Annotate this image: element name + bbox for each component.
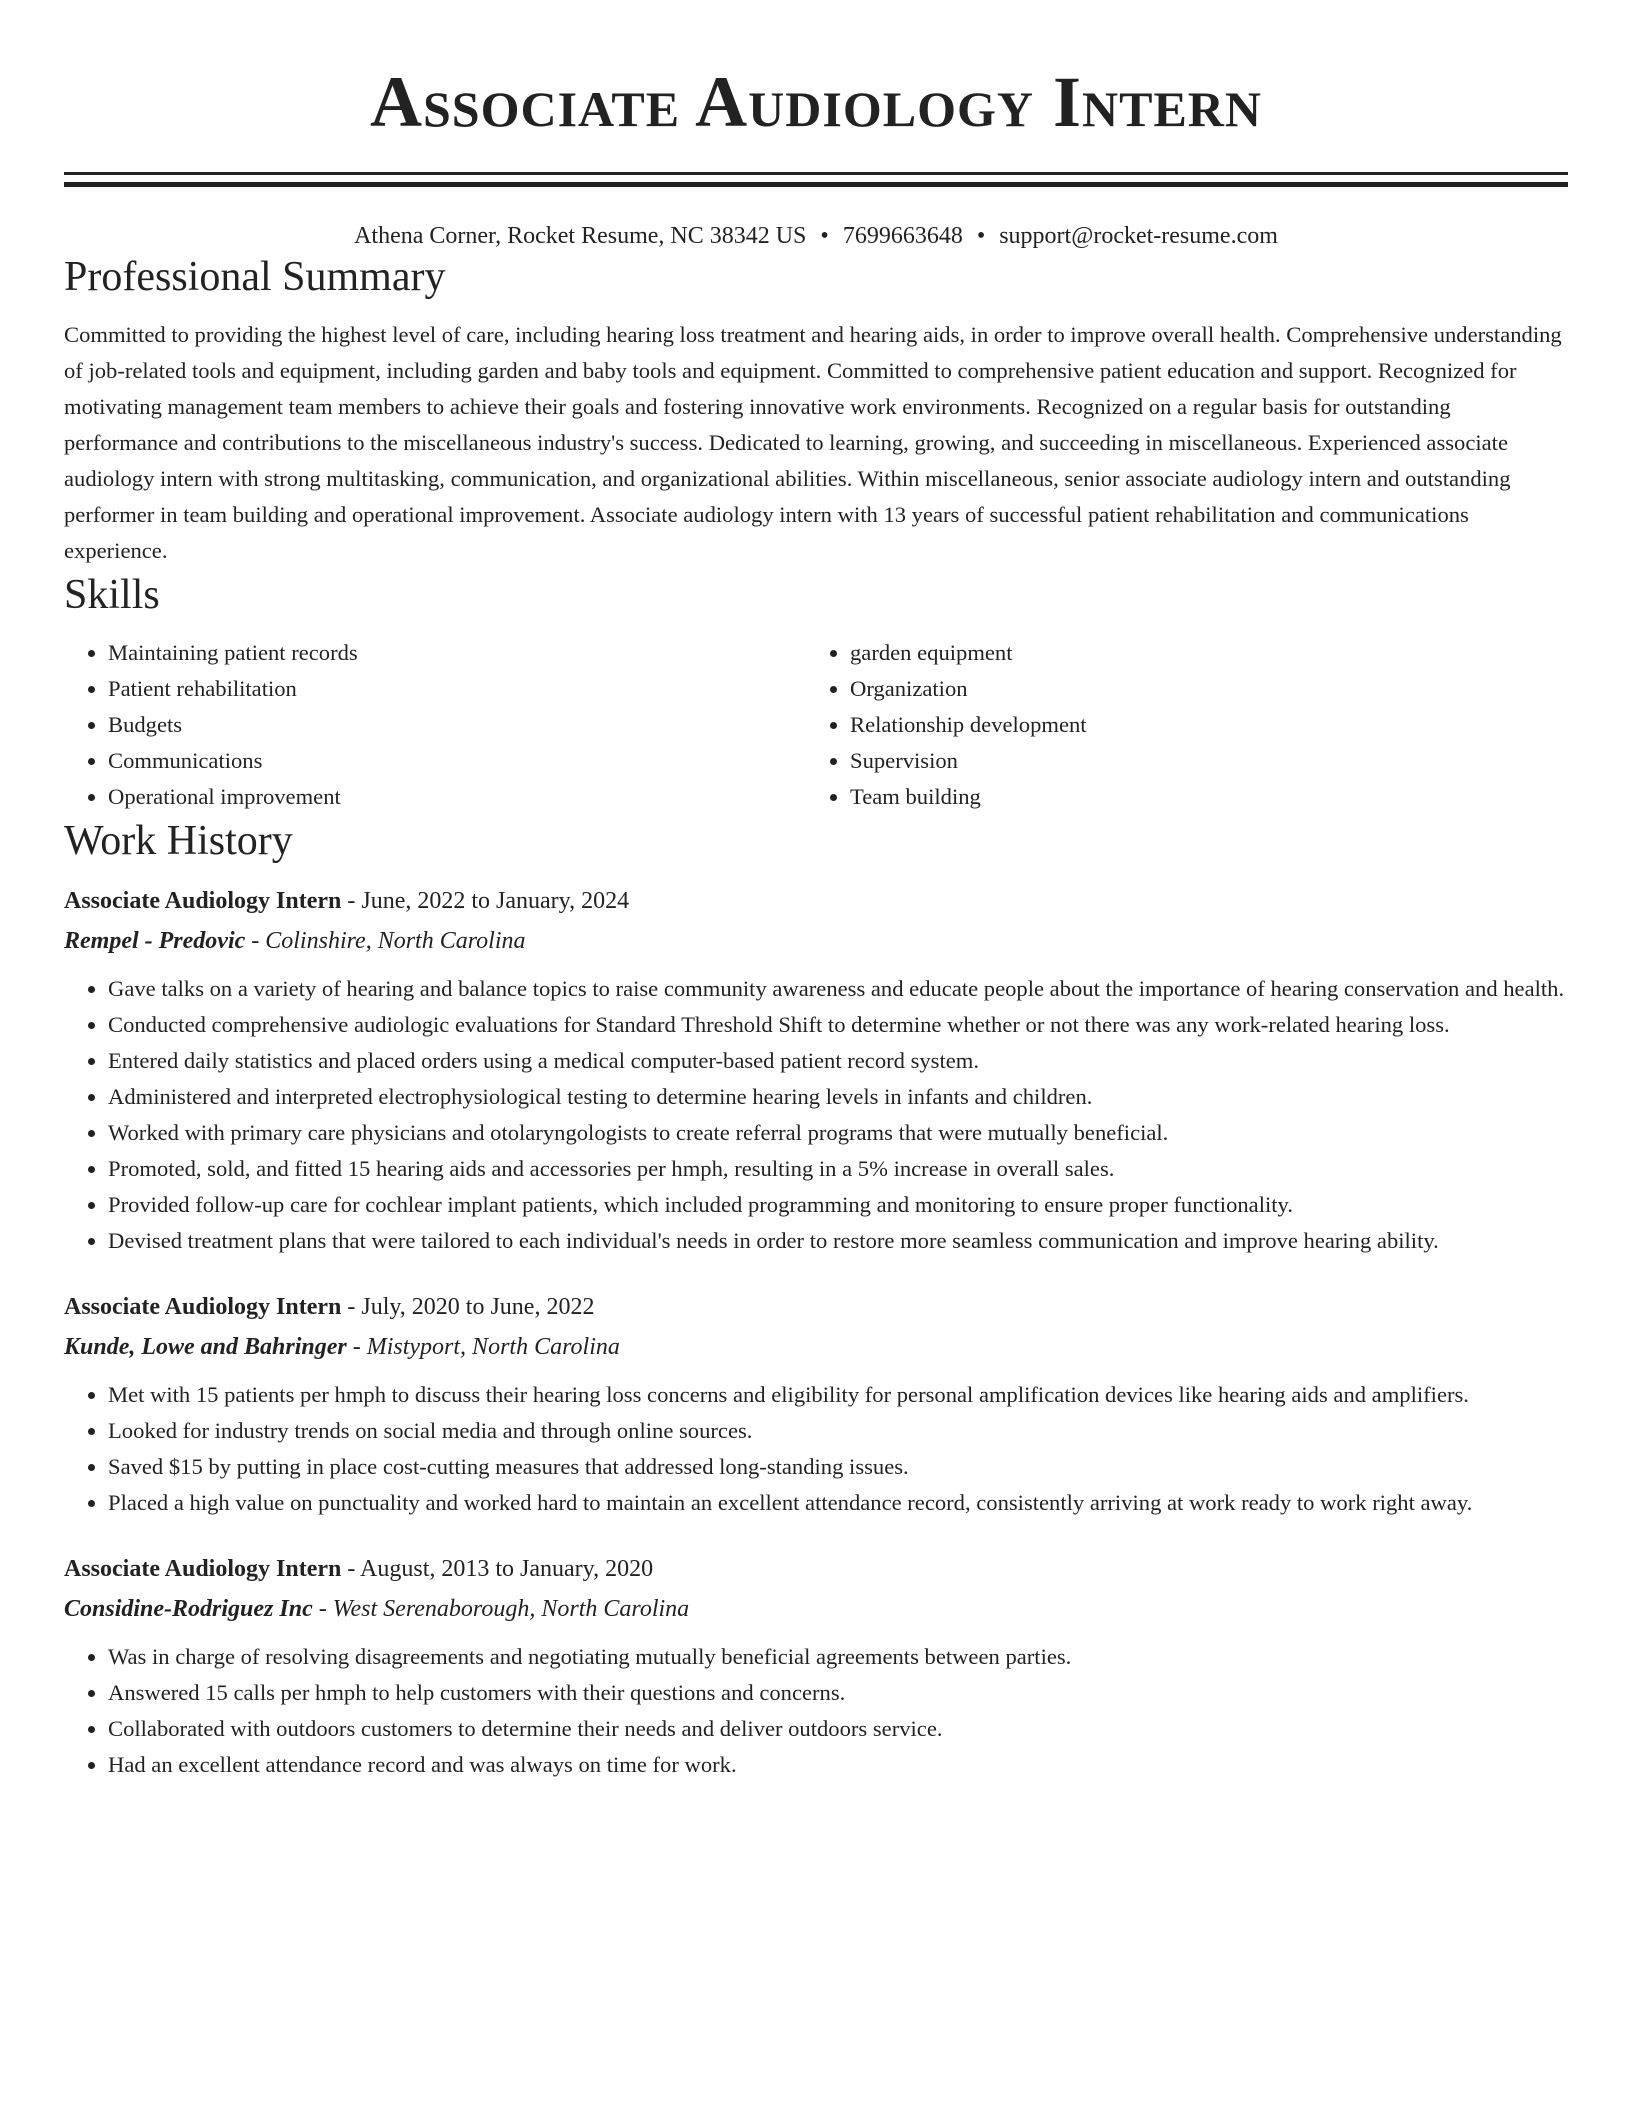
- job-title: Associate Audiology Intern: [64, 888, 342, 914]
- skill-item: • Communications: [108, 743, 806, 779]
- skill-item: • garden equipment: [850, 635, 1548, 671]
- job-bullet: • Gave talks on a variety of hearing and balance topics to raise community awareness and educate people about the importance of hearing conservation and health.: [108, 971, 1568, 1007]
- skill-item: • Maintaining patient records: [108, 635, 806, 671]
- job-bullet: • Answered 15 calls per hmph to help customers with their questions and concerns.: [108, 1675, 1568, 1711]
- job-bullet: • Had an excellent attendance record and was always on time for work.: [108, 1747, 1568, 1783]
- job-bullet: • Devised treatment plans that were tailored to each individual's needs in order to restore more seamless communication and improve hearing ability.: [108, 1223, 1568, 1259]
- job-bullet: • Placed a high value on punctuality and worked hard to maintain an excellent attendance record, consistently arriving at work ready to work right away.: [108, 1485, 1568, 1521]
- company-name: Rempel - Predovic: [64, 928, 246, 954]
- job-dates: - June, 2022 to January, 2024: [341, 888, 630, 914]
- company-location: - Colinshire, North Carolina: [245, 928, 526, 954]
- job-bullet: • Was in charge of resolving disagreements and negotiating mutually beneficial agreements between parties.: [108, 1639, 1568, 1675]
- header-divider-bottom: [64, 182, 1568, 187]
- job-title: Associate Audiology Intern: [64, 1556, 342, 1582]
- contact-phone: 7699663648: [842, 223, 963, 249]
- summary-text: Committed to providing the highest level of care, including hearing loss treatment and hearing aids, in order to improve overall health. Comprehensive understanding of job-related tools and equipment, including garden and baby tools and equipment. Committed to comprehensive patient education and support. Recognized for motivating management team members to achieve their goals and fostering innovative work environments. Recognized on a regular basis for outstanding performance and contributions to the miscellaneous industry's success. Dedicated to learning, growing, and succeeding in miscellaneous. Experienced associate audiology intern with strong multitasking, communication, and organizational abilities. Within miscellaneous, senior associate audiology intern and outstanding performer in team building and operational improvement. Associate audiology intern with 13 years of successful patient rehabilitation and communications experience.: [64, 322, 1562, 563]
- company-name: Kunde, Lowe and Bahringer: [64, 1334, 347, 1360]
- job-bullet: • Entered daily statistics and placed orders using a medical computer-based patient record system.: [108, 1043, 1568, 1079]
- job-title-line: [64, 1549, 1568, 1589]
- header-divider-top: [64, 172, 1568, 175]
- company-line: [64, 1327, 1568, 1367]
- job-title-line: [64, 881, 1568, 921]
- job-dates: - July, 2020 to June, 2022: [341, 1294, 595, 1320]
- job-bullets: [64, 1639, 1568, 1783]
- contact-email: support@rocket-resume.com: [999, 223, 1278, 249]
- job-bullet: • Promoted, sold, and fitted 15 hearing aids and accessories per hmph, resulting in a 5% increase in overall sales.: [108, 1151, 1568, 1187]
- job-bullet: • Administered and interpreted electrophysiological testing to determine hearing levels in infants and children.: [108, 1079, 1568, 1115]
- company-line: [64, 1589, 1568, 1629]
- contact-line: [64, 221, 1568, 251]
- job-dates: - August, 2013 to January, 2020: [341, 1556, 654, 1582]
- job-title: Associate Audiology Intern: [64, 1294, 342, 1320]
- skill-item: • Team building: [850, 779, 1548, 815]
- work-history-heading: Work History: [64, 818, 293, 864]
- resume-name: Associate Audiology Intern: [369, 62, 1263, 142]
- company-name: Considine-Rodriguez Inc: [64, 1596, 313, 1622]
- contact-separator: •: [976, 223, 986, 249]
- job-bullet: • Provided follow-up care for cochlear implant patients, which included programming and monitoring to ensure proper functionality.: [108, 1187, 1568, 1223]
- job-title-line: [64, 1287, 1568, 1327]
- summary-heading: Professional Summary: [64, 254, 446, 300]
- job-entry: [64, 1549, 1568, 1783]
- skills-column-right: [806, 635, 1548, 815]
- skill-item: • Operational improvement: [108, 779, 806, 815]
- skills-heading: Skills: [64, 572, 160, 618]
- skills-list: [64, 635, 1568, 815]
- company-location: - Mistyport, North Carolina: [346, 1334, 620, 1360]
- contact-address: Athena Corner, Rocket Resume, NC 38342 US: [354, 223, 807, 249]
- job-entry: [64, 881, 1568, 1259]
- skill-item: • Supervision: [850, 743, 1548, 779]
- job-bullets: [64, 971, 1568, 1259]
- job-bullet: • Saved $15 by putting in place cost-cutting measures that addressed long-standing issues.: [108, 1449, 1568, 1485]
- skill-item: • Budgets: [108, 707, 806, 743]
- company-line: [64, 921, 1568, 961]
- job-bullet: • Met with 15 patients per hmph to discuss their hearing loss concerns and eligibility for personal amplification devices like hearing aids and amplifiers.: [108, 1377, 1568, 1413]
- job-entry: [64, 1287, 1568, 1521]
- job-bullet: • Collaborated with outdoors customers to determine their needs and deliver outdoors service.: [108, 1711, 1568, 1747]
- company-location: - West Serenaborough, North Carolina: [312, 1596, 690, 1622]
- skill-item: • Organization: [850, 671, 1548, 707]
- skills-column-left: [64, 635, 806, 815]
- skill-item: • Patient rehabilitation: [108, 671, 806, 707]
- job-bullet: • Worked with primary care physicians and otolaryngologists to create referral programs that were mutually beneficial.: [108, 1115, 1568, 1151]
- contact-separator: •: [820, 223, 829, 249]
- skill-item: • Relationship development: [850, 707, 1548, 743]
- job-bullet: • Looked for industry trends on social media and through online sources.: [108, 1413, 1568, 1449]
- job-bullet: • Conducted comprehensive audiologic evaluations for Standard Threshold Shift to determine whether or not there was any work-related hearing loss.: [108, 1007, 1568, 1043]
- job-bullets: [64, 1377, 1568, 1521]
